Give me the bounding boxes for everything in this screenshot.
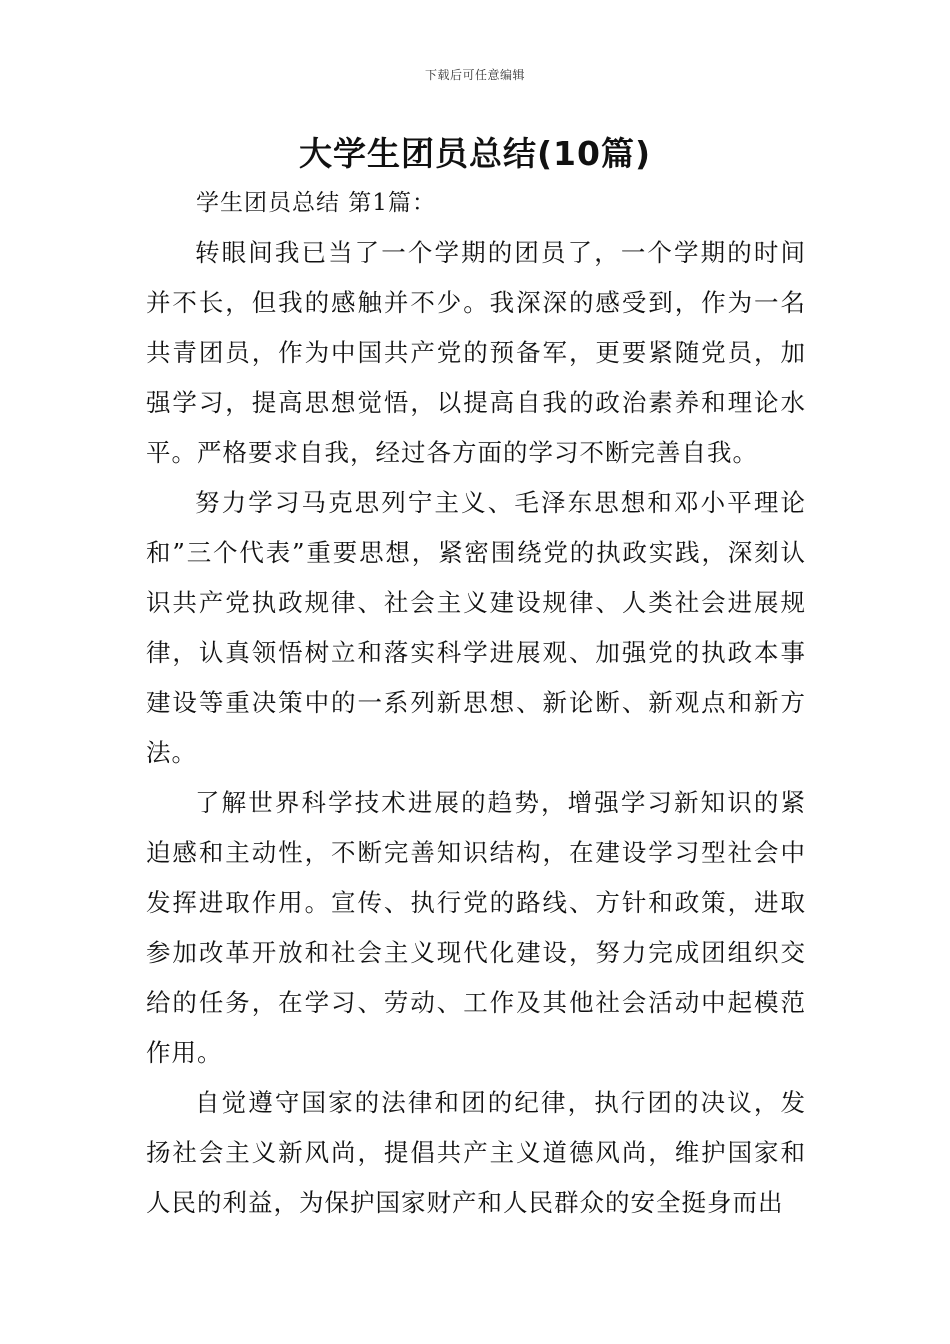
document-body bbox=[146, 228, 806, 1228]
paragraph-4: 自觉遵守国家的法律和团的纪律，执行团的决议，发扬社会主义新风尚，提倡共产主义道德风尚，维护国家和人民的利益，为保护国家财产和人民群众的安全挺身而出 bbox=[146, 1088, 806, 1217]
document-title: 大学生团员总结(10篇) bbox=[298, 134, 652, 173]
paragraph-2: 努力学习马克思列宁主义、毛泽东思想和邓小平理论和”三个代表”重要思想，紧密围绕党的执政实践，深刻认识共产党执政规律、社会主义建设规律、人类社会进展规律，认真领悟树立和落实科学进展观、加强党的执政本事建设等重决策中的一系列新思想、新论断、新观点和新方法。 bbox=[146, 488, 806, 767]
paragraph-3: 了解世界科学技术进展的趋势，增强学习新知识的紧迫感和主动性，不断完善知识结构，在建设学习型社会中发挥进取作用。宣传、执行党的路线、方针和政策，进取参加改革开放和社会主义现代化建设，努力完成团组织交给的任务，在学习、劳动、工作及其他社会活动中起模范作用。 bbox=[146, 788, 806, 1067]
section-heading: 学生团员总结 第1篇： bbox=[196, 190, 436, 216]
paragraph-1: 转眼间我已当了一个学期的团员了，一个学期的时间并不长，但我的感触并不少。我深深的感受到，作为一名共青团员，作为中国共产党的预备军，更要紧随党员，加强学习，提高思想觉悟，以提高自我的政治素养和理论水平。严格要求自我，经过各方面的学习不断完善自我。 bbox=[146, 238, 806, 467]
header-note: 下载后可任意编辑 bbox=[424, 68, 525, 82]
